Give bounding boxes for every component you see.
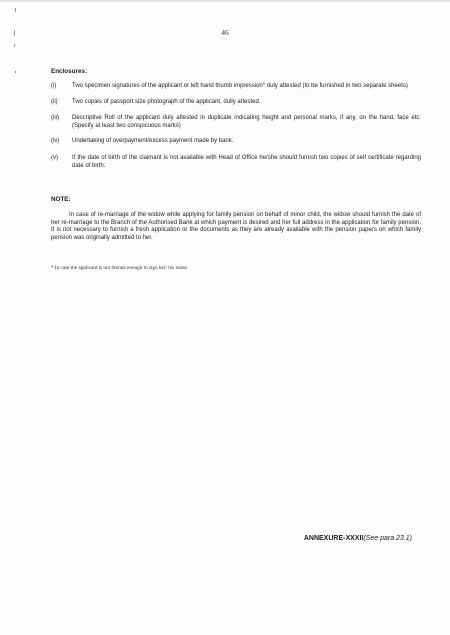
page-number: 46 [221,28,229,37]
annexure-label: ANNEXURE-XXXII [303,535,364,542]
enclosure-item-text: Descriptive Roll of the applicant duly attested in duplicate indicating height and personal marks, if any, on the hand, face etc. (Specify at least two conspicuous marks) [72,115,421,129]
enclosure-item [51,138,421,146]
enclosure-item [51,155,421,170]
enclosure-item [51,99,421,107]
enclosure-item-number: (iv) [51,138,60,145]
margin-mark [15,71,16,73]
enclosure-item-number: (i) [51,83,57,89]
enclosure-item-number: (ii) [51,98,58,105]
enclosure-item-number: (iii) [51,115,59,122]
enclosure-item-text: Two copies of passport size photograph of the applicant, dully attested. [72,98,261,105]
enclosure-item-number: (v) [51,154,58,161]
enclosure-item [51,83,421,91]
note-body: In case of re-marriage of the widow while applying for family pension on behalf of minor child, the widow should furnish the date of her re-marriage to the Branch of the Authorised Bank at which payment is desired and her full address in the application for family pension. It is not necessary to furnish a fresh application or the documents as they are already available with the pension papers on which family pension was originally admitted to her. [51,212,421,241]
enclosure-item-text: If the date of birth of the claimant is not available with Head of Office he/she should furnish two copies of self certificate regarding date of birth. [72,154,421,169]
enclosure-item [51,115,421,130]
note-heading: NOTE: [51,196,71,203]
margin-mark [14,44,15,47]
scan-edge-shadow [0,0,450,3]
enclosures-heading: Enclosures: [51,68,88,75]
enclosure-item-text: Undertaking of overpayment/excess payment made by bank. [72,138,234,145]
margin-mark [15,8,16,12]
annexure-caption [304,535,412,542]
annexure-reference: (See para 23.1) [363,535,412,542]
note-section [51,196,421,242]
footnote: * In case the applicant is not literate enough to sign her/ his name. [51,265,189,271]
enclosure-item-text: Two specimen signatures of the applicant or left hand thumb impression* duly attested (to be furnished in two separate sheets) [72,83,408,89]
enclosures-section [51,68,421,170]
